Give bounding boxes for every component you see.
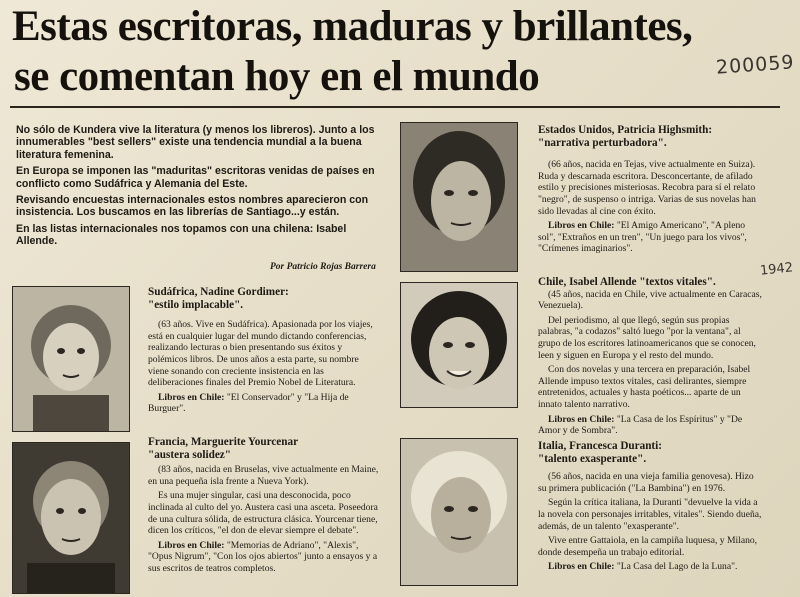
yourcenar-libros: Libros en Chile: "Memorias de Adriano", "Alexis", "Opus Nigrum", "Con los ojos abiertos" junto a ensayos y a sus escritos de teatros completos. — [148, 539, 378, 574]
section-duranti — [538, 440, 762, 576]
duranti-paragraph-1: (56 años, nacida en una vieja familia genovesa). Hizo su primera publicación ("La Bambina") en 1976. — [538, 471, 754, 494]
gordimer-paragraph: (63 años. Vive en Sudáfrica). Apasionada por los viajes, está en cualquier lugar del mundo dictando conferencias, realizando lecturas o bien presentando sus éxitos y polémicos libros. De unos años a esta parte, su nombre viene sonando con creciente insistencia en las deliberaciones finales del Premio Nobel de Literatura. — [148, 319, 373, 389]
allende-libros: Libros en Chile: "La Casa de los Espíritus" y "De Amor y de Sombra". — [538, 413, 743, 437]
handwritten-note: 1942 — [759, 260, 794, 279]
headline-line-2: se comentan hoy en el mundo — [14, 53, 540, 100]
allende-paragraph-3: Con dos novelas y una tercera en preparación, Isabel Allende impuso textos vitales, casi delirantes, siempre entretenidos, actuales y hasta poéticos... aparte de un innato talento narrativo. — [538, 364, 751, 410]
headline-rule — [10, 106, 780, 108]
handwritten-archive-code: 200059 — [715, 51, 796, 79]
photo-patricia-highsmith — [400, 122, 518, 272]
yourcenar-paragraph-2: Es una mujer singular, casi una desconocida, poco inclinada al culto del yo. Austera casi una asceta. Poseedora de una cultura sólida, de estructura clásica. Yourcenar tiene, dicen los críticos, "el don de elevar siempre el debate". — [148, 490, 378, 537]
duranti-paragraph-2: Según la crítica italiana, la Duranti "devuelve la vida a la novela con personajes irritables, vitales". Siendo dueña, además, de un talento "exasperante". — [538, 497, 762, 532]
yourcenar-heading-2: "austera solidez" — [148, 448, 231, 461]
photo-isabel-allende — [400, 282, 518, 408]
duranti-paragraph-3: Vive entre Gattaiola, en la campiña luquesa, y Milano, donde desempeña un trabajo editorial. — [538, 535, 758, 558]
byline: Por Patricio Rojas Barrera — [270, 262, 376, 272]
intro-p4: En las listas internacionales nos topamos con una chilena: Isabel Allende. — [16, 222, 347, 248]
highsmith-paragraph: (66 años, nacida en Tejas, vive actualmente en Suiza). Ruda y descarnada escritora. Desconcertante, de afilado estilo y precisiones misteriosas. Recobra para sí el relato "negro", de suspenso o intriga. Varias de sus novelas han sido llevadas al cine con éxito. — [538, 159, 756, 217]
highsmith-heading-2: "narrativa perturbadora". — [538, 136, 667, 149]
intro-p1: No sólo de Kundera vive la literatura (y menos los libreros). Junto a los innumerables "best sellers" existe una tendencia mundial a la buena literatura femenina. — [16, 124, 375, 161]
duranti-libros: Libros en Chile: "La Casa del Lago de la Luna". — [548, 561, 738, 573]
section-yourcenar — [148, 436, 380, 578]
allende-heading: Chile, Isabel Allende "textos vitales". — [538, 276, 716, 288]
section-allende — [538, 276, 762, 440]
yourcenar-paragraph-1: (83 años, nacida en Bruselas, vive actualmente en Maine, en una pequeña isla frente a Nueva York). — [148, 464, 379, 487]
photo-marguerite-yourcenar — [12, 442, 130, 594]
highsmith-libros: Libros en Chile: "El Amigo Americano", "A pleno sol", "Extraños en un tren", "Un juego para los vivos", "Crímenes imaginarios". — [538, 220, 747, 255]
intro-paragraphs — [16, 124, 388, 252]
allende-paragraph-1: (45 años, nacida en Chile, vive actualmente en Caracas, Venezuela). — [538, 288, 762, 312]
section-highsmith — [538, 124, 762, 258]
headline — [12, 2, 752, 102]
duranti-heading-1: Italia, Francesca Duranti: — [538, 440, 662, 452]
allende-paragraph-2: Del periodismo, al que llegó, según sus propias palabras, "a codazos" saltó luego "por la ventana", al grupo de los escritores latinoamericanos que se conocen, leen y siguen en Europa y el resto del mundo. — [538, 314, 756, 361]
headline-line-1: Estas escritoras, maduras y brillantes, — [12, 3, 693, 50]
section-gordimer — [148, 286, 380, 418]
gordimer-heading-1: Sudáfrica, Nadine Gordimer: — [148, 286, 289, 298]
photo-francesca-duranti — [400, 438, 518, 586]
intro-p3: Revisando encuestas internacionales estos nombres aparecieron con insistencia. Los buscamos en las librerías de Santiago...y están. — [16, 194, 369, 219]
gordimer-libros: Libros en Chile: "El Conservador" y "La Hija de Burguer". — [148, 391, 349, 415]
intro-p2: En Europa se imponen las "maduritas" escritoras venidas de países en conflicto como Sudáfrica y Alemania del Este. — [16, 165, 375, 190]
highsmith-heading-1: Estados Unidos, Patricia Highsmith: — [538, 124, 713, 136]
gordimer-heading-2: "estilo implacable". — [148, 298, 244, 311]
duranti-heading-2: "talento exasperante". — [538, 452, 647, 465]
photo-nadine-gordimer — [12, 286, 130, 432]
yourcenar-heading-1: Francia, Marguerite Yourcenar — [148, 436, 299, 448]
